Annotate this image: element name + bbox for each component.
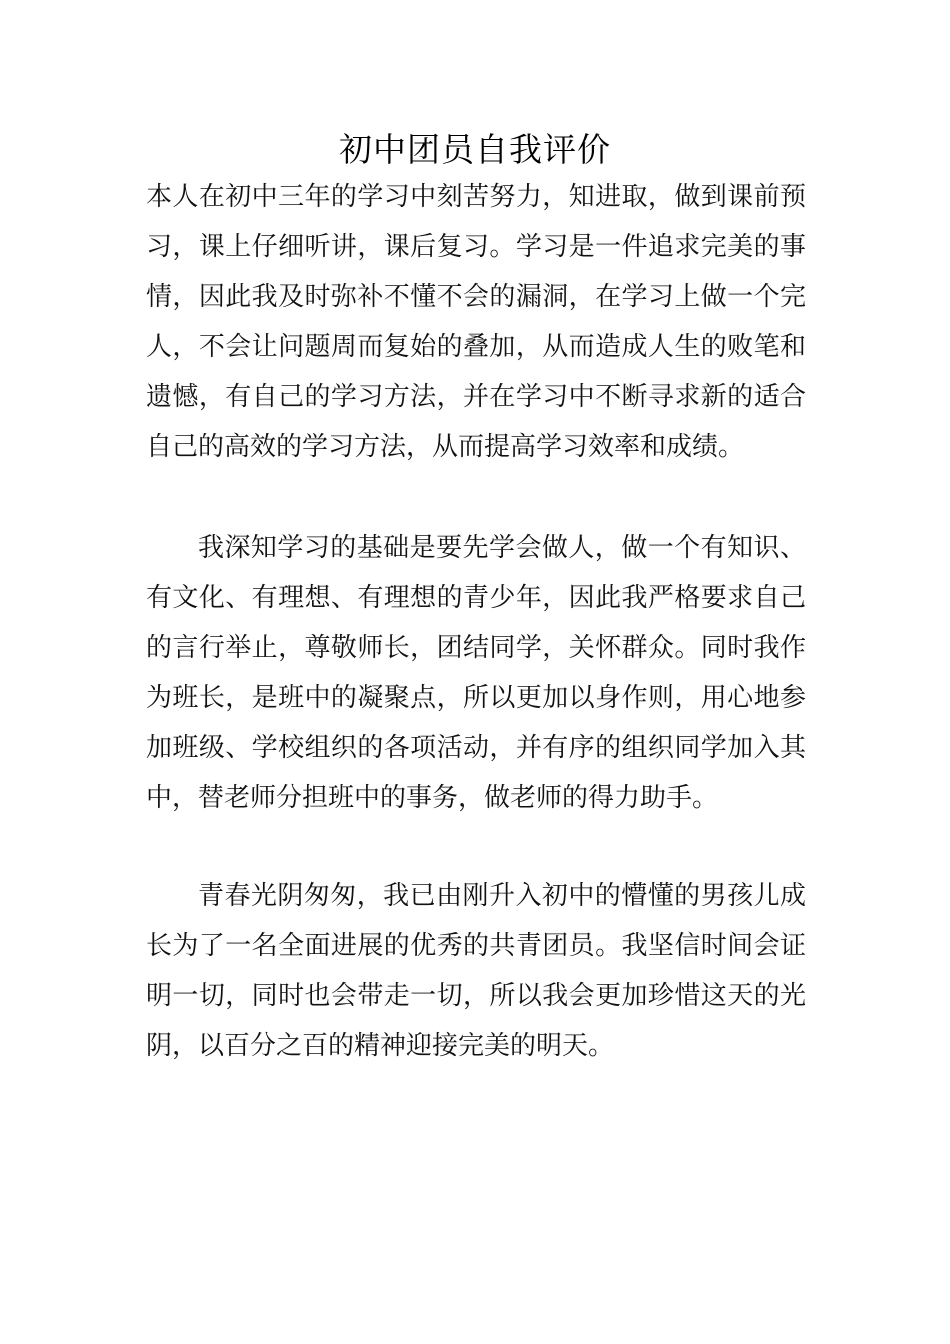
paragraph-line: 为班长，是班中的凝聚点，所以更加以身作则，用心地参 [146,683,806,713]
paragraph-line: 情，因此我及时弥补不懂不会的漏洞，在学习上做一个完 [146,282,806,312]
paragraph-line: 自己的高效的学习方法，从而提高学习效率和成绩。 [146,432,745,462]
paragraph-line: 人，不会让问题周而复始的叠加，从而造成人生的败笔和 [146,332,806,362]
paragraph-1 [146,172,806,472]
paragraph-line: 有文化、有理想、有理想的青少年，因此我严格要求自己 [146,583,806,613]
paragraph-line: 阴，以百分之百的精神迎接完美的明天。 [146,1031,615,1061]
paragraph-line: 长为了一名全面进展的优秀的共青团员。我坚信时间会证 [146,931,806,961]
paragraph-line: 习，课上仔细听讲，课后复习。学习是一件追求完美的事 [146,232,806,262]
paragraph-3 [146,871,806,1071]
paragraph-line: 明一切，同时也会带走一切，所以我会更加珍惜这天的光 [146,981,806,1011]
paragraph-2 [146,523,806,823]
paragraph-line: 遗憾，有自己的学习方法，并在学习中不断寻求新的适合 [146,382,806,412]
paragraph-line: 本人在初中三年的学习中刻苦努力，知进取，做到课前预 [146,182,806,212]
paragraph-line: 中，替老师分担班中的事务，做老师的得力助手。 [146,783,719,813]
paragraph-line: 青春光阴匆匆，我已由刚升入初中的懵懂的男孩儿成 [198,881,806,911]
paragraph-line: 加班级、学校组织的各项活动，并有序的组织同学加入其 [146,733,806,763]
paragraph-line: 的言行举止，尊敬师长，团结同学，关怀群众。同时我作 [146,633,806,663]
paragraph-line: 我深知学习的基础是要先学会做人，做一个有知识、 [198,533,806,563]
document-title: 初中团员自我评价 [339,130,611,169]
